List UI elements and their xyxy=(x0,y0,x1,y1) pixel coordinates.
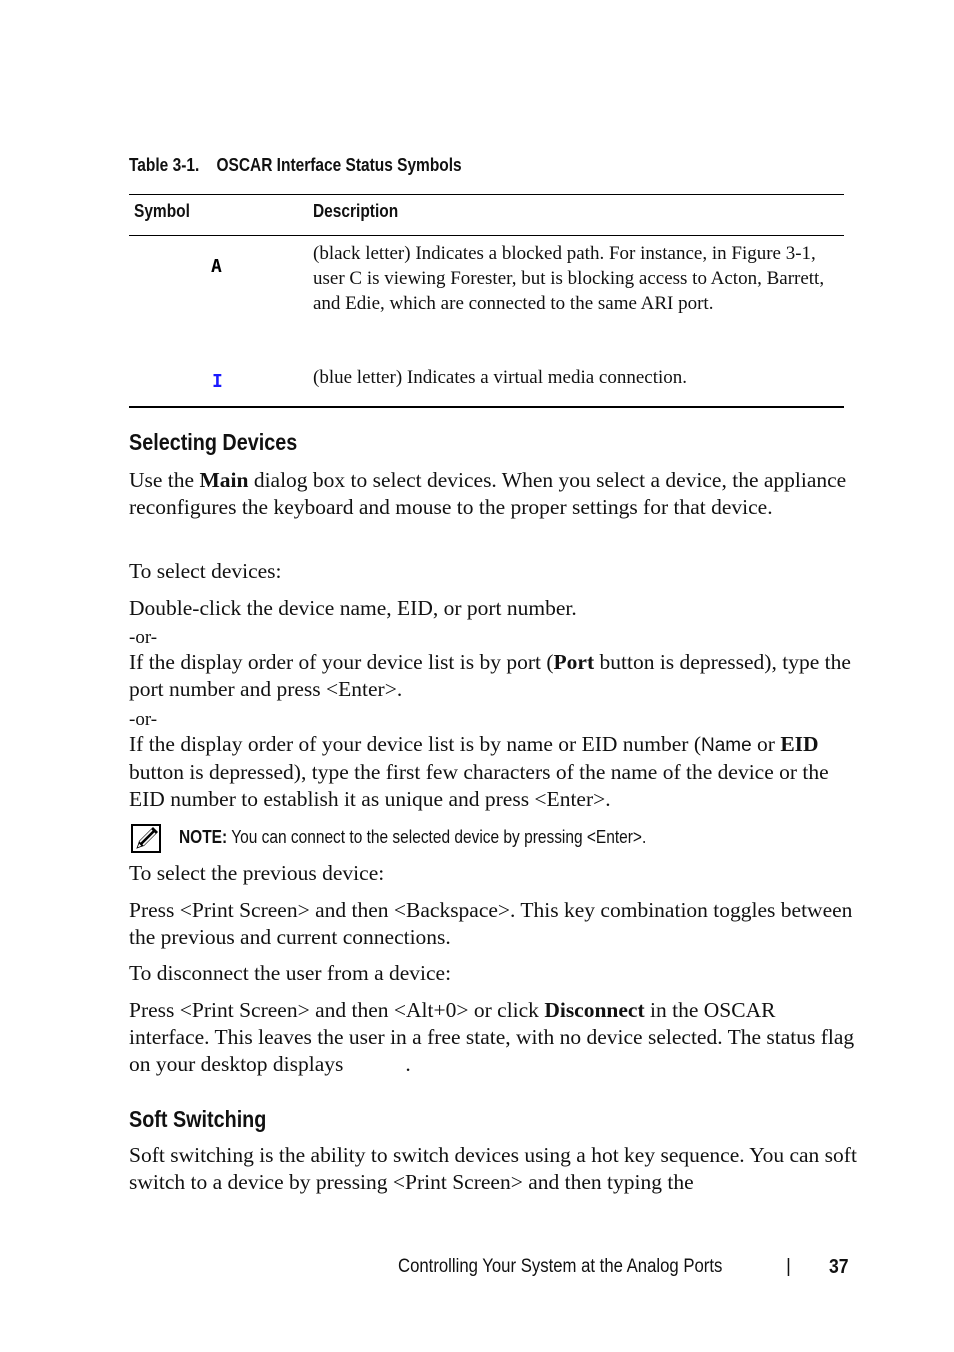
virtual-media-symbol: I xyxy=(212,371,223,392)
note-label: NOTE: xyxy=(179,827,228,847)
table-header-description: Description xyxy=(313,201,399,221)
note-pencil-icon xyxy=(131,824,163,854)
table-bottom-rule xyxy=(129,406,844,408)
paragraph-disconnect: Press <Print Screen> and then <Alt+0> or click Disconnect in the OSCAR interface. This leaves the user in a free state, with no device selected. The status flag on your desktop displays . xyxy=(129,998,855,1076)
or-separator-1: -or- xyxy=(129,627,158,648)
note-callout xyxy=(179,827,722,848)
table-top-rule xyxy=(129,194,844,195)
paragraph-soft-switching: Soft switching is the ability to switch devices using a hot key sequence. You can soft switch to a device by pressing <Print Screen> and then typing the xyxy=(129,1143,857,1194)
table-header-rule xyxy=(129,235,844,236)
note-text: You can connect to the selected device by pressing <Enter>. xyxy=(231,827,647,847)
paragraph-double-click: Double-click the device name, EID, or port number. xyxy=(129,596,577,620)
paragraph-to-select: To select devices: xyxy=(129,559,282,583)
paragraph-port-order: If the display order of your device list is by port (Port button is depressed), type the port number and press <Enter>. xyxy=(129,650,851,701)
paragraph-disconnect-intro: To disconnect the user from a device: xyxy=(129,961,452,985)
table-header-symbol: Symbol xyxy=(134,201,190,221)
table-caption-number: Table 3-1. xyxy=(129,155,200,175)
paragraph-print-screen-backspace: Press <Print Screen> and then <Backspace>. This key combination toggles between the previous and current connections. xyxy=(129,898,853,949)
footer-separator: | xyxy=(786,1256,791,1277)
blocked-path-description: (black letter) Indicates a blocked path. For instance, in Figure 3-1, user C is viewing Forester, but is blocking access to Acton, Barrett, and Edie, which are connected to the same ARI port. xyxy=(313,243,825,314)
footer-chapter-title: Controlling Your System at the Analog Ports xyxy=(398,1256,723,1277)
footer-page-number: 37 xyxy=(829,1256,849,1278)
table-caption xyxy=(129,155,516,176)
section-heading-soft-switching: Soft Switching xyxy=(129,1106,267,1132)
blocked-path-symbol: A xyxy=(211,256,222,277)
paragraph-previous-device: To select the previous device: xyxy=(129,861,385,885)
paragraph-name-order: If the display order of your device list is by name or EID number (Name or EID button is depressed), type the first few characters of the name of the device or the EID number to establish it as unique and press <Enter>. xyxy=(129,732,829,811)
or-separator-2: -or- xyxy=(129,709,158,730)
table-caption-title: OSCAR Interface Status Symbols xyxy=(216,155,462,175)
paragraph-main-dialog: Use the Main dialog box to select devices. When you select a device, the appliance reconfigures the keyboard and mouse to the proper settings for that device. xyxy=(129,468,847,519)
section-heading-selecting-devices: Selecting Devices xyxy=(129,429,298,455)
virtual-media-description: (blue letter) Indicates a virtual media connection. xyxy=(313,367,688,388)
